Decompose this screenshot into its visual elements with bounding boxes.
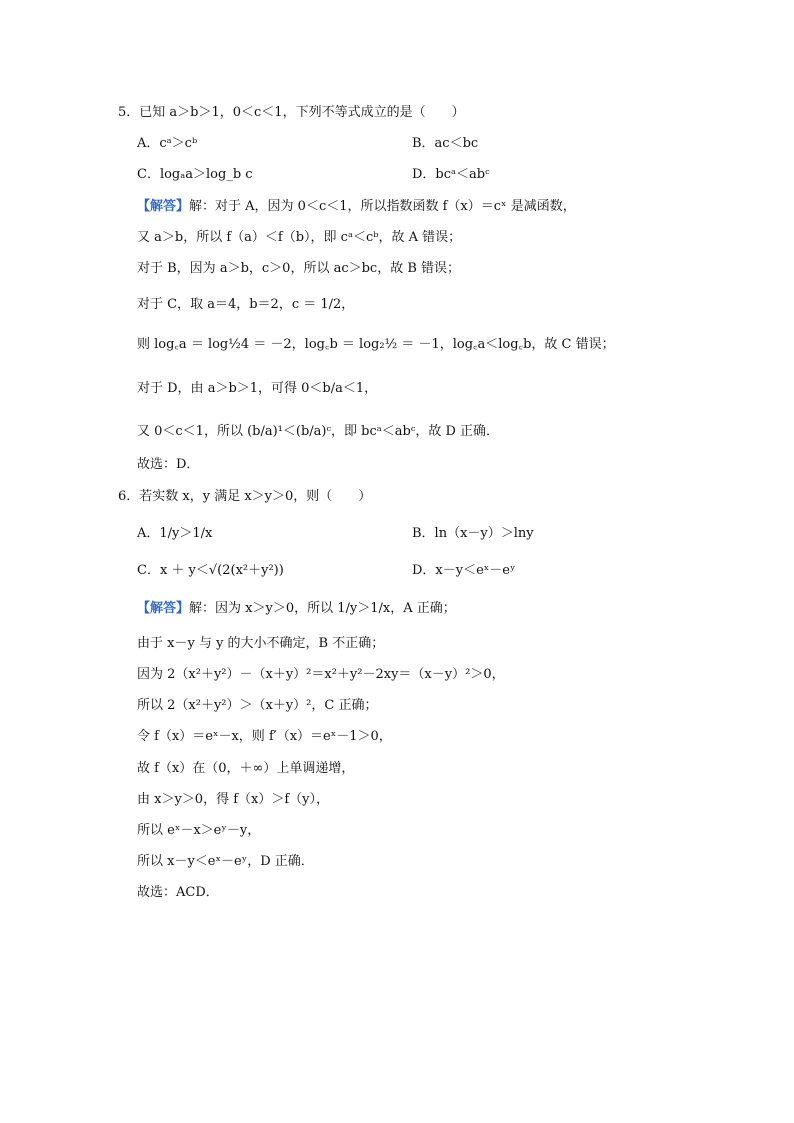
q6-option-b: B．ln（x－y）＞lny [412, 526, 534, 541]
q6-solution-line-1: 【解答】解：因为 x＞y＞0，所以 1/y＞1/x，A 正确； [137, 601, 456, 616]
q5-solution-line-2: 又 a＞b，所以 f（a）＜f（b），即 cᵃ＜cᵇ，故 A 错误； [137, 230, 462, 245]
q5-solution-line-4: 对于 C，取 a＝4，b＝2，c ＝ 1/2， [137, 297, 355, 312]
q6-solution-line-5: 令 f（x）＝eˣ－x，则 f′（x）＝eˣ－1＞0， [137, 729, 392, 744]
q6-solution-line-3: 因为 2（x²＋y²）－（x＋y）²＝x²＋y²－2xy＝（x－y）²＞0， [137, 667, 505, 682]
q6-solution-line-4: 所以 2（x²＋y²）＞（x＋y）²，C 正确； [137, 698, 378, 713]
q6-answer-label: 【解答】 [137, 601, 190, 616]
q5-choose: 故选：D． [137, 457, 200, 472]
q5-solution-line-3: 对于 B，因为 a＞b，c＞0，所以 ac＞bc，故 B 错误； [137, 261, 461, 276]
q6-solution-line-2: 由于 x－y 与 y 的大小不确定，B 不正确； [137, 636, 385, 651]
q5-stem: 5．已知 a＞b＞1，0＜c＜1，下列不等式成立的是（ ） [118, 105, 465, 120]
q5-solution-line-5: 则 log꜀a ＝ log½4 ＝ －2，log꜀b ＝ log₂½ ＝ －1，log꜀a＜log꜀b，故 C 错误； [137, 337, 615, 352]
q6-solution-line-7: 由 x＞y＞0，得 f（x）＞f（y）， [137, 792, 330, 807]
q6-solution-line-9: 所以 x－y＜eˣ－eʸ，D 正确． [137, 854, 314, 869]
q6-option-a: A．1/y＞1/x [137, 526, 213, 541]
q6-solution-line-6: 故 f（x）在（0，＋∞）上单调递增， [137, 761, 355, 776]
q6-option-c: C．x ＋ y＜√(2(x²＋y²)) [137, 563, 284, 578]
q5-option-d: D．bcᵃ＜abᶜ [412, 167, 490, 182]
q5-solution-line-1: 【解答】解：对于 A，因为 0＜c＜1，所以指数函数 f（x）＝cˣ 是减函数， [137, 199, 576, 214]
q5-option-a: A．cᵃ＞cᵇ [137, 136, 198, 151]
q6-option-d: D．x－y＜eˣ－eʸ [412, 563, 516, 578]
q6-solution-line-8: 所以 eˣ－x＞eʸ－y， [137, 823, 261, 838]
q5-solution-line-6: 对于 D，由 a＞b＞1，可得 0＜b/a＜1， [137, 381, 378, 396]
q6-choose: 故选：ACD． [137, 885, 219, 900]
q5-option-b: B．ac＜bc [412, 136, 479, 151]
q5-solution-line-7: 又 0＜c＜1，所以 (b/a)¹＜(b/a)ᶜ，即 bcᵃ＜abᶜ，故 D 正确． [137, 424, 500, 439]
q6-stem: 6．若实数 x，y 满足 x＞y＞0，则（ ） [118, 489, 372, 504]
q5-answer-label: 【解答】 [137, 199, 190, 214]
q5-option-c: C．logₐa＞log_b c [137, 167, 253, 182]
